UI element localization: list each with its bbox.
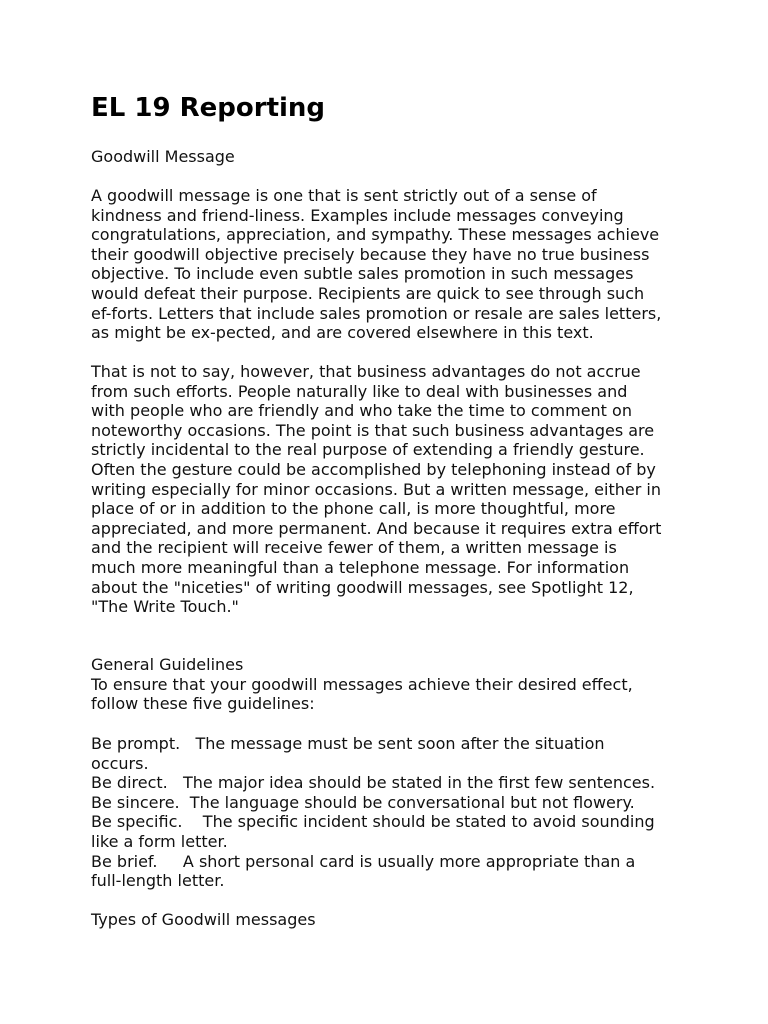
paragraph-line: would defeat their purpose. Recipients are quick to see through such	[91, 283, 645, 303]
document-title: EL 19 Reporting	[91, 93, 326, 123]
paragraph-2	[91, 362, 691, 617]
paragraph-line: ef-forts. Letters that include sales promotion or resale are sales letters,	[91, 303, 662, 323]
paragraph-line: place of or in addition to the phone call, is more thoughtful, more	[91, 499, 616, 519]
paragraph-line: from such efforts. People naturally like to deal with businesses and	[91, 381, 628, 401]
paragraph-line: That is not to say, however, that business advantages do not accrue	[91, 362, 641, 381]
guideline-line: Be direct. The major idea should be stated in the first few sentences.	[91, 773, 656, 793]
paragraph-line: strictly incidental to the real purpose of extending a friendly gesture.	[91, 440, 645, 460]
paragraph-line: writing especially for minor occasions. But a written message, either in	[91, 479, 661, 499]
guideline-line: Be prompt. The message must be sent soon after the situation	[91, 734, 605, 753]
guideline-line: like a form letter.	[91, 831, 228, 851]
types-section	[91, 910, 691, 930]
paragraph-line: appreciated, and more permanent. And because it requires extra effort	[91, 518, 662, 538]
paragraph-line: "The Write Touch."	[91, 597, 239, 617]
paragraph-1	[91, 186, 691, 343]
paragraph-line: A goodwill message is one that is sent strictly out of a sense of	[91, 186, 597, 205]
guideline-line: full-length letter.	[91, 871, 225, 891]
paragraph-line: objective. To include even subtle sales promotion in such messages	[91, 264, 634, 284]
guidelines-intro-line: follow these five guidelines:	[91, 694, 315, 714]
section-subtitle: Goodwill Message	[91, 147, 235, 166]
paragraph-line: their goodwill objective precisely because they have no true business	[91, 244, 650, 264]
guidelines-section	[91, 655, 691, 714]
paragraph-line: about the "niceties" of writing goodwill messages, see Spotlight 12,	[91, 577, 634, 597]
paragraph-line: congratulations, appreciation, and sympathy. These messages achieve	[91, 225, 660, 245]
guidelines-intro-line: To ensure that your goodwill messages achieve their desired effect,	[91, 674, 633, 694]
paragraph-line: with people who are friendly and who take the time to comment on	[91, 401, 632, 421]
guideline-line: Be sincere. The language should be conversational but not flowery.	[91, 792, 635, 812]
paragraph-line: as might be ex-pected, and are covered elsewhere in this text.	[91, 323, 594, 343]
paragraph-line: kindness and friend-liness. Examples include messages conveying	[91, 205, 624, 225]
guideline-line: occurs.	[91, 753, 149, 773]
paragraph-line: Often the gesture could be accomplished by telephoning instead of by	[91, 459, 656, 479]
guidelines-list	[91, 734, 691, 891]
guidelines-heading: General Guidelines	[91, 655, 244, 674]
guideline-line: Be brief. A short personal card is usually more appropriate than a	[91, 851, 636, 871]
paragraph-line: much more meaningful than a telephone message. For information	[91, 557, 630, 577]
paragraph-line: noteworthy occasions. The point is that such business advantages are	[91, 420, 655, 440]
paragraph-line: and the recipient will receive fewer of them, a written message is	[91, 538, 617, 558]
types-heading: Types of Goodwill messages	[91, 910, 316, 929]
guideline-line: Be specific. The specific incident should be stated to avoid sounding	[91, 812, 655, 832]
